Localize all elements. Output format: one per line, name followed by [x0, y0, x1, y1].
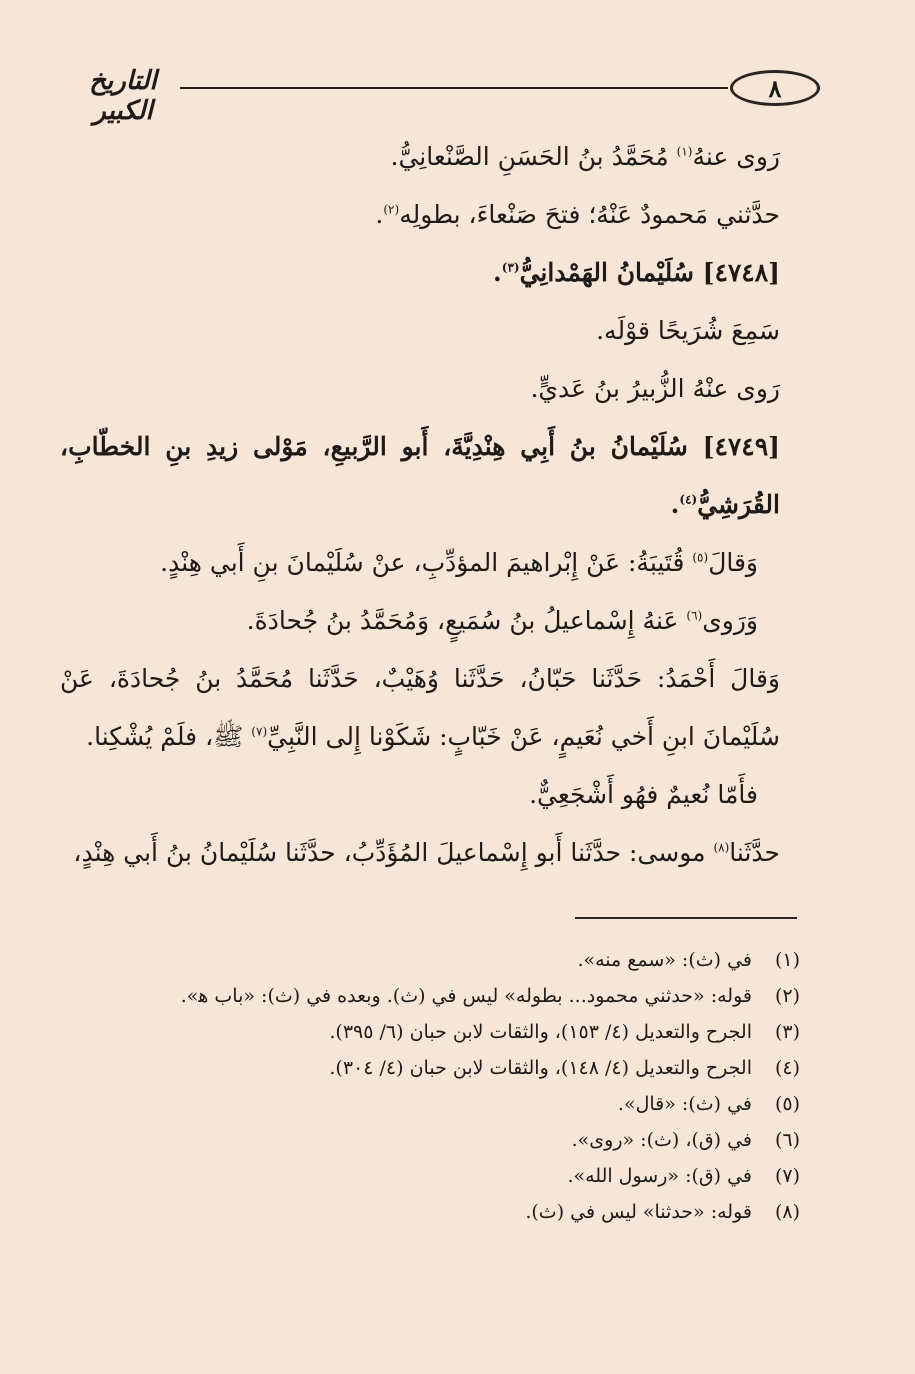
footnote-separator	[575, 917, 797, 919]
book-title: التاريخ الكبير	[89, 66, 157, 126]
paragraph: حدَّثني مَحمودٌ عَنْهُ؛ فتحَ صَنْعاءَ، بطولِه$^{(٢)}$.	[375, 200, 780, 229]
paragraph: وَرَوى$^{(٦)}$ عَنهُ إِسْماعيلُ بنُ سُمَيعٍ، وَمُحَمَّدُ بنُ جُحادَةَ.	[246, 606, 758, 635]
entry-heading: [٤٧٤٨] سُلَيْمانُ الهَمْدانِيُّ$^{(٣)}$.	[493, 258, 780, 287]
page-header	[40, 62, 820, 126]
paragraph: وَقالَ أَحْمَدُ: حَدَّثَنا حَبّانُ، حَدَّثَنا وُهَيْبٌ، حَدَّثَنا مُحَمَّدُ بنُ جُحادَةَ، عَنْ سُلَيْمانَ ابنِ أَخي نُعَيمٍ، عَنْ خَبّابٍ: شَكَوْنا إِلى النَّبِيِّ$^{(٧)}$ ﷺ، فلَمْ يُشْكِنا.	[60, 664, 780, 751]
footnote-number: (٥)	[774, 1093, 800, 1115]
footnote: (٣) الجرح والتعديل (٤/ ١٥٣)، والثقات لابن حبان (٦/ ٣٩٥).	[120, 1014, 800, 1050]
paragraph: سَمِعَ شُرَيحًا قوْلَه.	[596, 316, 780, 345]
page-number: ٨	[730, 70, 820, 106]
header-rule	[180, 87, 728, 89]
footnote: (٥) في (ث): «قال».	[120, 1086, 800, 1122]
paragraph: حدَّثَنا$^{(٨)}$ موسى: حدَّثَنا أَبو إِسْماعيلَ المُؤَدِّبُ، حدَّثَنا سُلَيْمانُ بنُ أَبي هِنْدٍ،	[73, 838, 780, 867]
entry-heading: [٤٧٤٩] سُلَيْمانُ بنُ أَبِي هِنْدِيَّةَ، أَبو الرَّبيعِ، مَوْلى زيدِ بنِ الخطّابِ، القُرَشِيُّ$^{(٤)}$.	[60, 432, 780, 519]
main-text	[60, 128, 780, 882]
footnote: (٨) قوله: «حدثنا» ليس في (ث).	[120, 1194, 800, 1230]
footnote: (٦) في (ق)، (ث): «روى».	[120, 1122, 800, 1158]
footnote: (٤) الجرح والتعديل (٤/ ١٤٨)، والثقات لابن حبان (٤/ ٣٠٤).	[120, 1050, 800, 1086]
footnote: (٢) قوله: «حدثني محمود... بطوله» ليس في (ث). وبعده في (ث): «باب ﻫ».	[120, 978, 800, 1014]
footnote-number: (٧)	[774, 1165, 800, 1187]
footnote-number: (٦)	[774, 1129, 800, 1151]
footnote: (٧) في (ق): «رسول الله».	[120, 1158, 800, 1194]
footnotes	[120, 942, 800, 1230]
paragraph: وَقالَ$^{(٥)}$ قُتَيبَةُ: عَنْ إِبْراهيمَ المؤدِّبِ، عنْ سُلَيْمانَ بنِ أَبي هِنْدٍ.	[160, 548, 758, 577]
paragraph: رَوى عنْهُ الزُّبيرُ بنُ عَديٍّ.	[530, 374, 780, 403]
footnote-number: (٣)	[774, 1021, 800, 1043]
footnote-number: (٢)	[774, 985, 800, 1007]
footnote-number: (٤)	[774, 1057, 800, 1079]
paragraph: فأَمّا نُعيمٌ فهُو أَشْجَعِيٌّ.	[529, 780, 758, 809]
footnote-number: (٨)	[774, 1201, 800, 1223]
footnote-number: (١)	[774, 949, 800, 971]
paragraph: رَوى عنهُ$^{(١)}$ مُحَمَّدُ بنُ الحَسَنِ الصَّنْعانِيُّ.	[390, 142, 780, 171]
footnote: (١) في (ث): «سمع منه».	[120, 942, 800, 978]
